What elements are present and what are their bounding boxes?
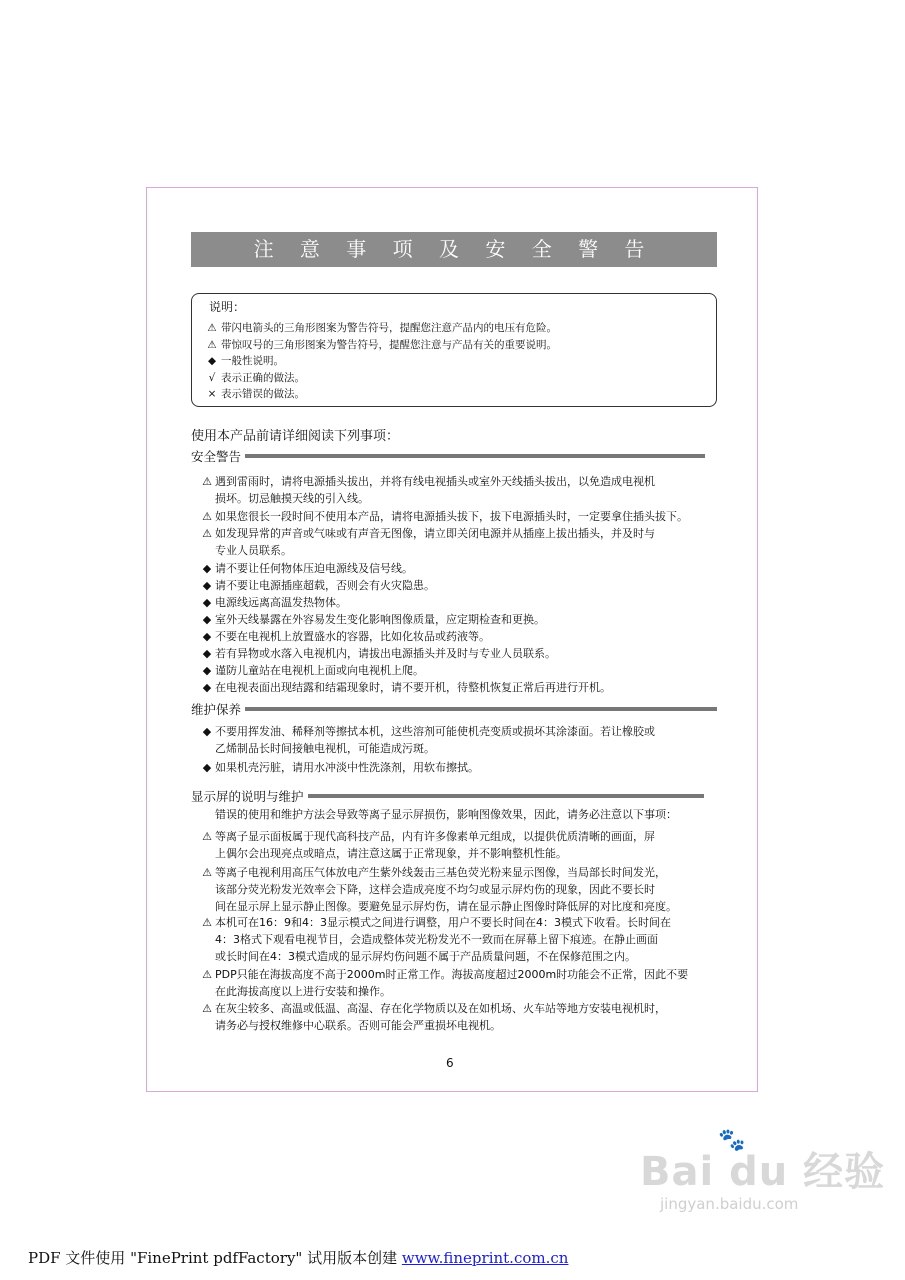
diamond-bullet-icon: ◆ [207, 355, 217, 367]
warning-lightning-icon: ⚠ [207, 322, 217, 334]
list-item-text: 如发现异常的声音或气味或有声音无图像，请立即关闭电源并从插座上拔出插头，并及时与 [215, 527, 655, 540]
diamond-bullet-icon: ◆ [202, 681, 212, 694]
list-item-text: 请不要让任何物体压迫电源线及信号线。 [215, 562, 413, 575]
baidu-watermark: 🐾 Bai du 经验 jingyan.baidu.com [640, 1128, 886, 1213]
diamond-bullet-icon: ◆ [202, 579, 212, 592]
warning-triangle-icon: ⚠ [202, 510, 212, 523]
list-item-text: 本机可在16：9和4：3显示模式之间进行调整，用户不要长时间在4：3模式下收看。长时间在 [215, 916, 671, 929]
list-item-text: 专业人员联系。 [215, 544, 292, 557]
list-item [199, 662, 424, 679]
list-item-text: 请务必与授权维修中心联系。否则可能会严重损坏电视机。 [215, 1019, 501, 1032]
list-item-text: 请不要让电源插座超载，否则会有火灾隐患。 [215, 579, 435, 592]
pdf-footer: PDF 文件使用 "FinePrint pdfFactory" 试用版本创建 www.fineprint.com.cn [28, 1249, 569, 1267]
legend-item-text: 表示正确的做法。 [221, 372, 305, 384]
list-item [199, 628, 490, 645]
list-item-text: 4：3格式下观看电视节目，会造成整体荧光粉发光不一致而在屏幕上留下痕迹。在静止画面 [215, 933, 658, 946]
legend-item [203, 386, 305, 401]
page-title: 注 意 事 项 及 安 全 警 告 [191, 232, 717, 267]
list-item-text: 间在显示屏上显示静止图像。要避免显示屏灼伤，请在显示静止图像时降低屏的对比度和亮度。 [215, 900, 677, 913]
list-item-text: 如果您很长一段时间不使用本产品，请将电源插头拔下，拔下电源插头时，一定要拿住插头拔下。 [215, 510, 688, 523]
legend-item-text: 一般性说明。 [221, 355, 284, 367]
list-item [199, 577, 435, 594]
list-item-text: 遇到雷雨时，请将电源插头拔出，并将有线电视插头或室外天线插头拔出，以免造成电视机 [215, 475, 655, 488]
legend-item [203, 320, 557, 335]
legend-item-text: 带惊叹号的三角形图案为警告符号，提醒您注意与产品有关的重要说明。 [221, 339, 557, 351]
diamond-bullet-icon: ◆ [202, 664, 212, 677]
diamond-bullet-icon: ◆ [202, 647, 212, 660]
list-item [199, 914, 671, 965]
warning-triangle-icon: ⚠ [202, 916, 212, 929]
list-item-text: 乙烯制品长时间接触电视机，可能造成污斑。 [215, 742, 435, 755]
list-item [199, 594, 347, 611]
page-number: 6 [446, 1056, 454, 1070]
list-item [199, 723, 655, 757]
warning-exclamation-icon: ⚠ [207, 339, 217, 351]
list-item [199, 508, 688, 525]
diamond-bullet-icon: ◆ [202, 562, 212, 575]
section-heading-safety: 安全警告 [191, 447, 705, 465]
warning-triangle-icon: ⚠ [202, 1002, 212, 1015]
diamond-bullet-icon: ◆ [202, 630, 212, 643]
list-item-text: 如果机壳污脏，请用水冲淡中性洗涤剂，用软布擦拭。 [215, 761, 479, 774]
list-item [199, 560, 413, 577]
check-icon: √ [208, 372, 216, 384]
warning-triangle-icon: ⚠ [202, 866, 212, 879]
list-item-text: 不要用挥发油、稀释剂等擦拭本机，这些溶剂可能使机壳变质或损坏其涂漆面。若让橡胶或 [215, 725, 655, 738]
diamond-bullet-icon: ◆ [202, 725, 212, 738]
list-item-text: 在灰尘较多、高温或低温、高湿、存在化学物质以及在如机场、火车站等地方安装电视机时， [215, 1002, 666, 1015]
legend-heading: 说明： [209, 300, 246, 314]
list-item [199, 473, 655, 507]
list-item [199, 611, 545, 628]
list-item-text: 若有异物或水落入电视机内，请拔出电源插头并及时与专业人员联系。 [215, 647, 556, 660]
cross-icon: × [207, 388, 217, 400]
list-item-text: 或长时间在4：3模式造成的显示屏灼伤问题不属于产品质量问题，不在保修范围之内。 [215, 950, 636, 963]
list-item-text: 不要在电视机上放置盛水的容器，比如化妆品或药液等。 [215, 630, 490, 643]
list-item [199, 759, 479, 776]
list-item [199, 864, 677, 915]
list-item-text: 室外天线暴露在外容易发生变化影响图像质量，应定期检查和更换。 [215, 613, 545, 626]
list-item [199, 679, 611, 696]
legend-item-text: 带闪电箭头的三角形图案为警告符号，提醒您注意产品内的电压有危险。 [221, 322, 557, 334]
list-item [199, 645, 556, 662]
warning-triangle-icon: ⚠ [202, 830, 212, 843]
legend-item [203, 337, 557, 352]
list-item [199, 1000, 666, 1034]
list-item-text: 等离子电视利用高压气体放电产生紫外线轰击三基色荧光粉来显示图像，当局部长时间发光， [215, 866, 666, 879]
list-item-text: 损坏。切忌触摸天线的引入线。 [215, 492, 369, 505]
list-item-text: 上偶尔会出现亮点或暗点，请注意这属于正常现象，并不影响整机性能。 [215, 847, 567, 860]
paw-icon: 🐾 [718, 1128, 746, 1153]
list-item-text: PDP只能在海拔高度不高于2000m时正常工作。海拔高度超过2000m时功能会不正常，因此不要 [215, 968, 689, 981]
intro-text: 使用本产品前请详细阅读下列事项： [191, 429, 400, 444]
warning-triangle-icon: ⚠ [202, 475, 212, 488]
display-note: 错误的使用和维护方法会导致等离子显示屏损伤，影响图像效果，因此，请务必注意以下事项： [215, 808, 677, 821]
list-item [199, 525, 655, 559]
diamond-bullet-icon: ◆ [202, 596, 212, 609]
list-item-text: 在此海拔高度以上进行安装和操作。 [215, 985, 391, 998]
list-item-text: 等离子显示面板属于现代高科技产品，内有许多像素单元组成，以提供优质清晰的画面，屏 [215, 830, 655, 843]
section-heading-maintenance: 维护保养 [191, 700, 717, 718]
list-item-text: 在电视表面出现结露和结霜现象时，请不要开机，待整机恢复正常后再进行开机。 [215, 681, 611, 694]
legend-item [203, 353, 284, 368]
warning-triangle-icon: ⚠ [202, 527, 212, 540]
list-item-text: 该部分荧光粉发光效率会下降，这样会造成亮度不均匀或显示屏灼伤的现象，因此不要长时 [215, 883, 655, 896]
diamond-bullet-icon: ◆ [202, 613, 212, 626]
list-item [199, 828, 655, 862]
warning-triangle-icon: ⚠ [202, 968, 212, 981]
section-heading-display: 显示屏的说明与维护 [191, 787, 704, 805]
list-item-text: 谨防儿童站在电视机上面或向电视机上爬。 [215, 664, 424, 677]
legend-item-text: 表示错误的做法。 [221, 388, 305, 400]
diamond-bullet-icon: ◆ [202, 761, 212, 774]
list-item [199, 966, 688, 1000]
fineprint-link[interactable]: www.fineprint.com.cn [401, 1249, 569, 1267]
legend-item [203, 370, 305, 385]
list-item-text: 电源线远离高温发热物体。 [215, 596, 347, 609]
